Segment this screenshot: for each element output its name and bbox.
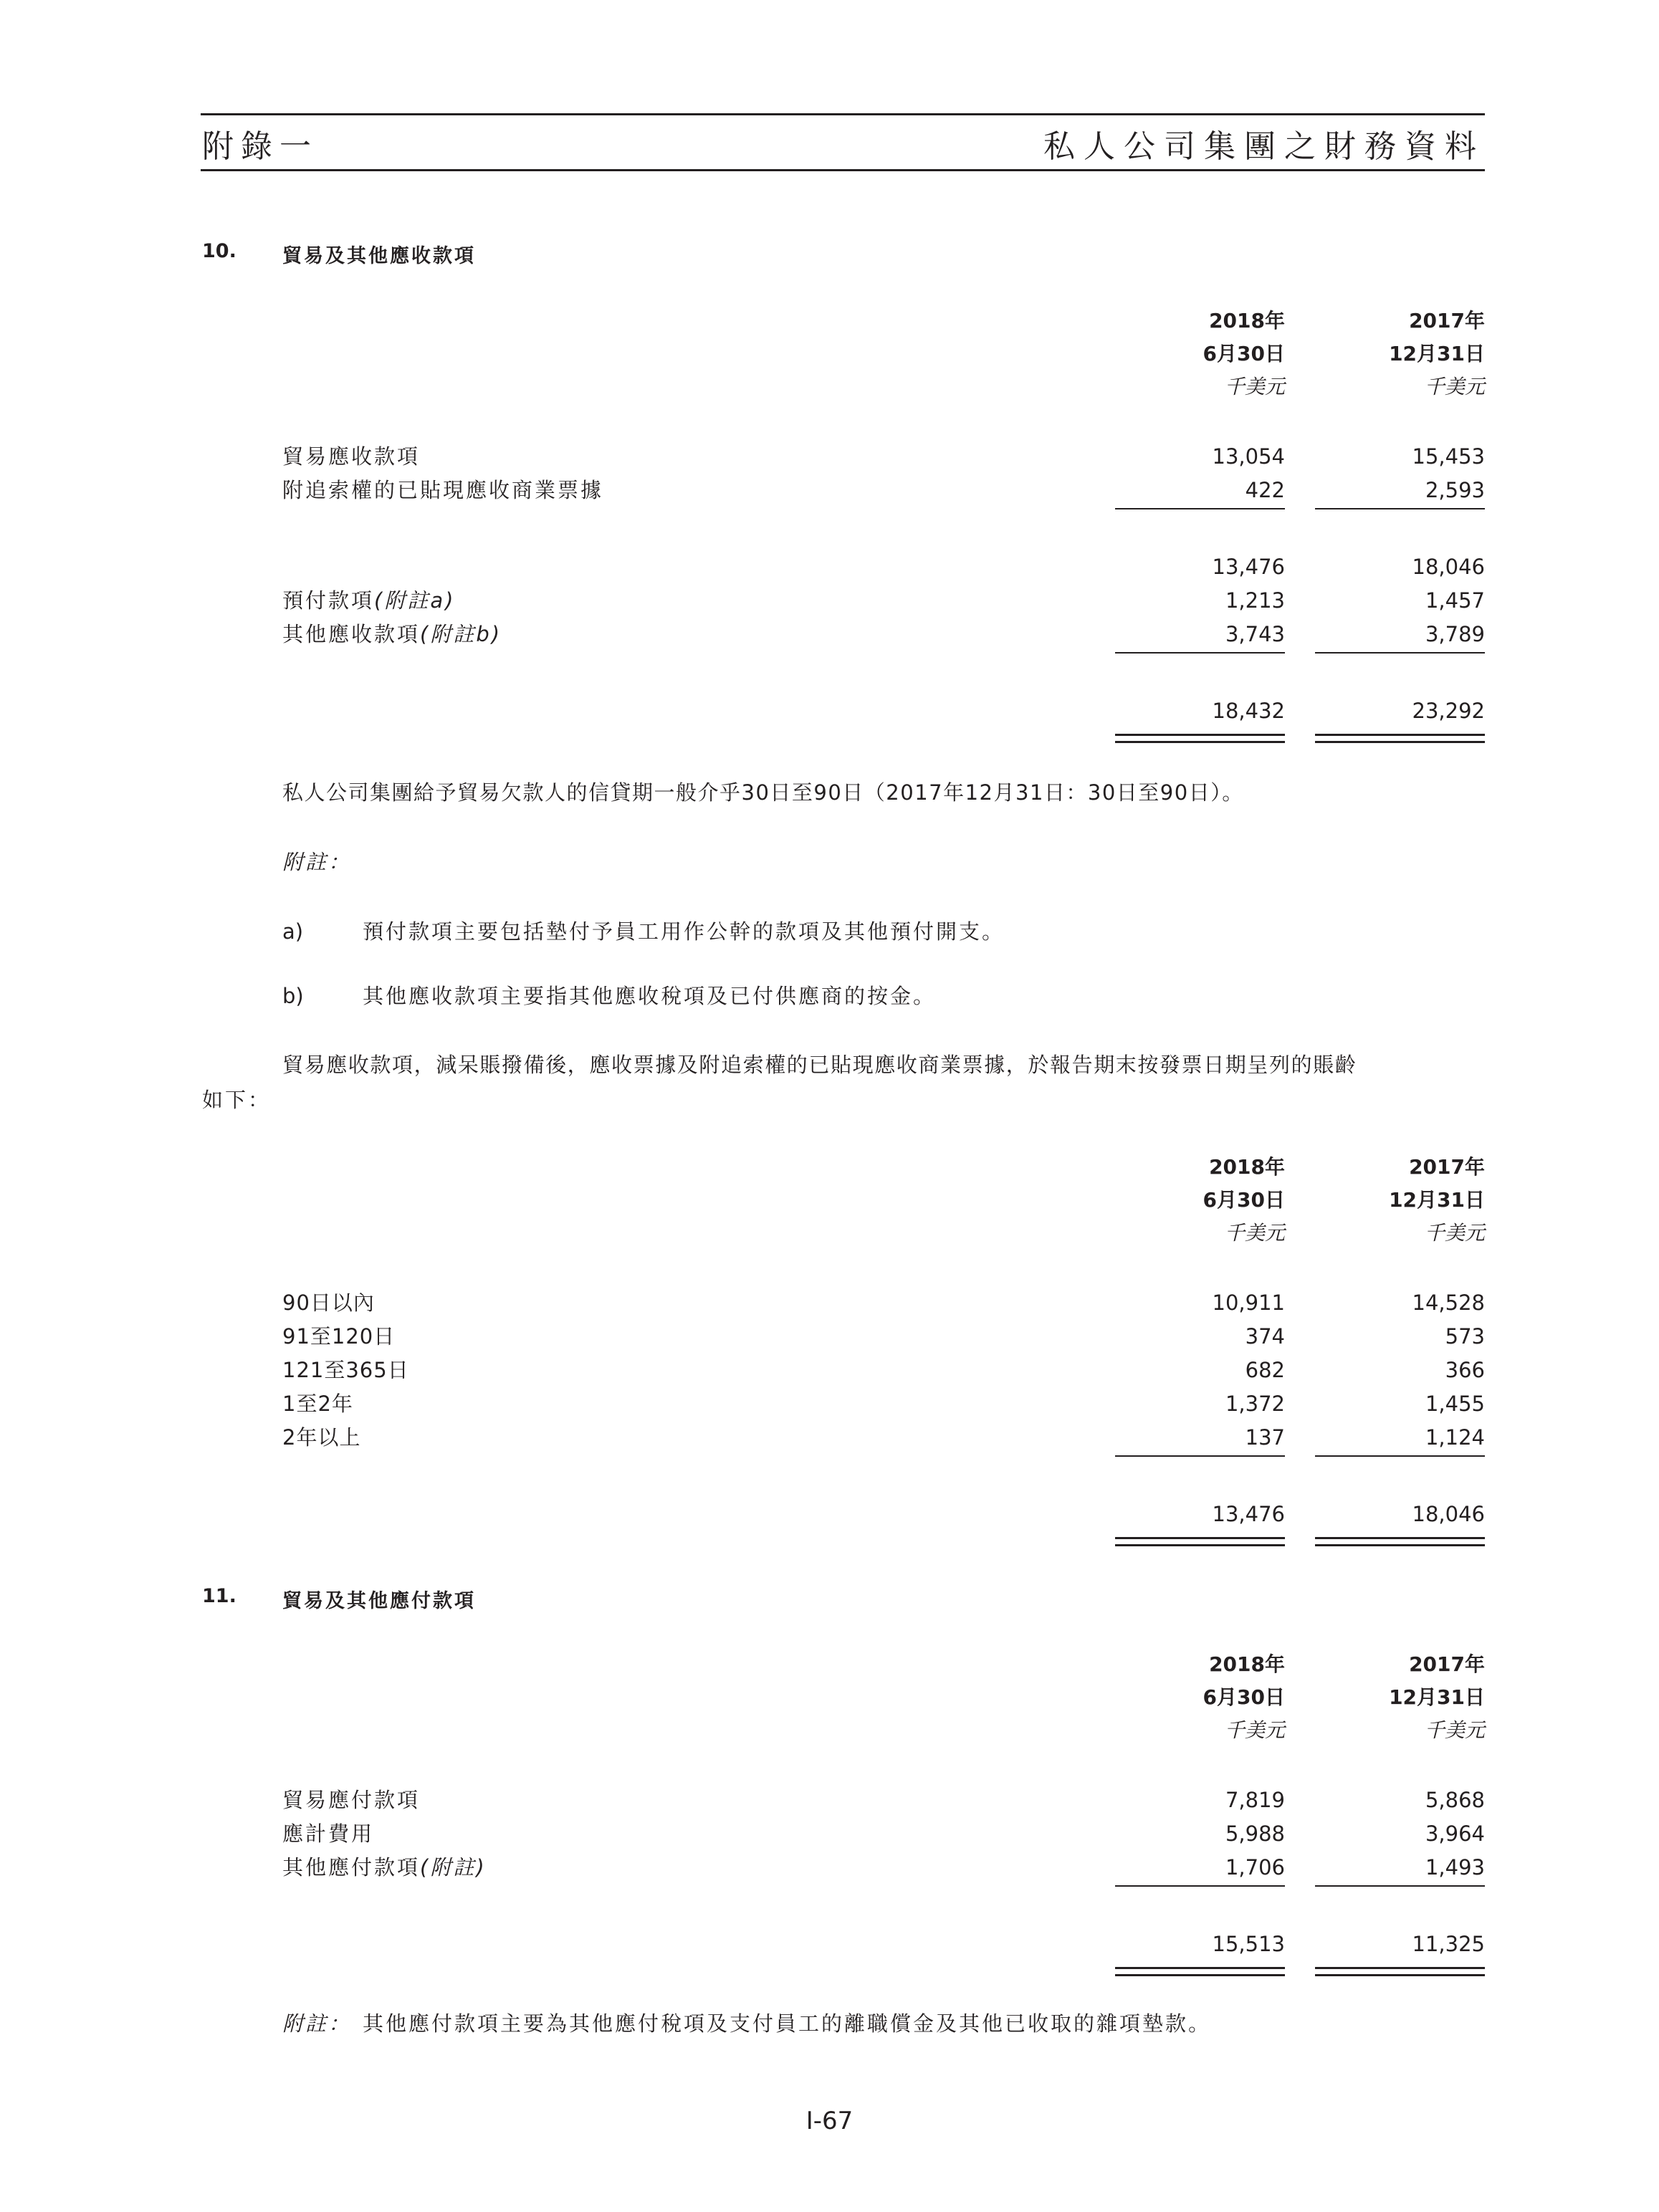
section-11-number: 11. xyxy=(202,1585,236,1607)
payable-row-label xyxy=(282,1851,487,1885)
col-head-2018-date: 6月30日 xyxy=(1203,1188,1285,1212)
credit-period-text: 私人公司集團給予貿易欠款人的信貸期一般介乎30日至90日（2017年12月31日：30日至90日）。 xyxy=(282,780,1244,805)
payable-row-value-2018: 7,819 xyxy=(1225,1788,1285,1812)
row-label-text: 其他應付款項 xyxy=(282,1855,421,1880)
aging-intro-line1: 貿易應收款項，減呆賬撥備後，應收票據及附追索權的已貼現應收商業票據，於報告期末按發票日期呈列的賬齡 xyxy=(282,1053,1357,1077)
aging-row-value-2018: 374 xyxy=(1245,1324,1285,1349)
subtotal-2018: 13,476 xyxy=(1212,555,1285,579)
section-10-number: 10. xyxy=(202,240,236,262)
row-value-2018: 13,054 xyxy=(1212,444,1285,469)
aging-row-value-2018: 137 xyxy=(1245,1425,1285,1450)
section-11-title: 貿易及其他應付款項 xyxy=(282,1590,476,1612)
row-label xyxy=(282,618,502,651)
aging-intro-line2: 如下： xyxy=(202,1088,272,1112)
page-number: I-67 xyxy=(805,2107,854,2135)
note-a-text: 預付款項主要包括墊付予員工用作公幹的款項及其他預付開支。 xyxy=(363,919,1005,944)
header-appendix-label: 附錄一 xyxy=(202,128,318,165)
col-head-2018 xyxy=(1113,305,1285,403)
double-rule-2018-b xyxy=(1115,1544,1285,1546)
col-head-2017-year: 2017年 xyxy=(1409,309,1485,332)
row-value-2017: 3,789 xyxy=(1425,622,1485,646)
payable-note-text: 其他應付款項主要為其他應付稅項及支付員工的離職償金及其他已收取的雜項墊款。 xyxy=(363,2011,1212,2036)
double-rule-2018-a xyxy=(1115,1967,1285,1969)
double-rule-2017-a xyxy=(1315,734,1485,736)
col-head-2017-year: 2017年 xyxy=(1409,1652,1485,1676)
col-head-2017-date: 12月31日 xyxy=(1389,1685,1485,1709)
payable-row-label xyxy=(282,1784,420,1817)
aging-row-value-2017: 14,528 xyxy=(1412,1291,1485,1315)
double-rule-2018-b xyxy=(1115,1974,1285,1976)
aging-row-label: 90日以內 xyxy=(282,1291,375,1315)
note-b-text: 其他應收款項主要指其他應收稅項及已付供應商的按金。 xyxy=(363,984,937,1008)
col-head-2018-year: 2018年 xyxy=(1209,1155,1285,1179)
payable-total-rule-2017 xyxy=(1315,1885,1485,1887)
row-note-ref: (附註b) xyxy=(420,622,502,646)
payable-note-label: 附註： xyxy=(282,2011,352,2036)
section-10-title: 貿易及其他應收款項 xyxy=(282,245,476,267)
header-bottom-rule xyxy=(201,169,1485,171)
payable-row-value-2017: 3,964 xyxy=(1425,1821,1485,1846)
aging-row-value-2018: 682 xyxy=(1245,1358,1285,1382)
row-label: 附追索權的已貼現應收商業票據 xyxy=(282,478,604,502)
row-label-text: 預付款項 xyxy=(282,588,375,613)
double-rule-2017-b xyxy=(1315,1544,1485,1546)
double-rule-2018-a xyxy=(1115,1537,1285,1539)
aging-row-label: 121至365日 xyxy=(282,1358,409,1382)
notes-heading: 附註： xyxy=(282,850,352,874)
col-head-2017-unit: 千美元 xyxy=(1424,375,1485,398)
col-head-2017-unit: 千美元 xyxy=(1424,1221,1485,1245)
row-value-2018: 1,213 xyxy=(1225,588,1285,613)
col-head-2018-year: 2018年 xyxy=(1209,309,1285,332)
col-head-2018-date: 6月30日 xyxy=(1203,342,1285,365)
aging-row-label: 2年以上 xyxy=(282,1425,361,1450)
payable-row-value-2018: 5,988 xyxy=(1225,1821,1285,1846)
col-head-2018 xyxy=(1113,1151,1285,1250)
payable-row-value-2017: 1,493 xyxy=(1425,1855,1485,1880)
col-head-2018-year: 2018年 xyxy=(1209,1652,1285,1676)
header-top-rule xyxy=(201,113,1485,115)
note-a-mark: a) xyxy=(282,919,304,944)
aging-total-rule-2018 xyxy=(1115,1455,1285,1457)
row-label-text: 貿易應付款項 xyxy=(282,1788,421,1812)
subtotal-rule-2018 xyxy=(1115,508,1285,509)
payable-row-label xyxy=(282,1817,374,1851)
payable-total-2018: 15,513 xyxy=(1212,1932,1285,1956)
col-head-2018-unit: 千美元 xyxy=(1224,1221,1285,1245)
double-rule-2017-a xyxy=(1315,1967,1485,1969)
row-label xyxy=(282,584,455,618)
double-rule-2017-b xyxy=(1315,1974,1485,1976)
aging-total-rule-2017 xyxy=(1315,1455,1485,1457)
col-head-2018-unit: 千美元 xyxy=(1224,1718,1285,1742)
aging-row-label: 91至120日 xyxy=(282,1324,396,1349)
double-rule-2018-a xyxy=(1115,734,1285,736)
payable-total-2017: 11,325 xyxy=(1412,1932,1485,1956)
total-2017: 23,292 xyxy=(1412,699,1485,723)
row-value-2018: 3,743 xyxy=(1225,622,1285,646)
total-rule-2017 xyxy=(1315,652,1485,653)
row-label-text: 應計費用 xyxy=(282,1821,375,1846)
double-rule-2017-b xyxy=(1315,741,1485,743)
payable-row-value-2017: 5,868 xyxy=(1425,1788,1485,1812)
col-head-2018-date: 6月30日 xyxy=(1203,1685,1285,1709)
col-head-2017-date: 12月31日 xyxy=(1389,1188,1485,1212)
row-note-ref: (附註a) xyxy=(374,588,456,613)
payable-total-rule-2018 xyxy=(1115,1885,1285,1887)
aging-row-label: 1至2年 xyxy=(282,1392,353,1416)
aging-total-2017: 18,046 xyxy=(1412,1502,1485,1526)
aging-total-2018: 13,476 xyxy=(1212,1502,1285,1526)
total-2018: 18,432 xyxy=(1212,699,1285,723)
row-note-ref: (附註) xyxy=(420,1855,487,1880)
row-value-2017: 2,593 xyxy=(1425,478,1485,502)
double-rule-2018-b xyxy=(1115,741,1285,743)
aging-row-value-2018: 1,372 xyxy=(1225,1392,1285,1416)
col-head-2017-unit: 千美元 xyxy=(1424,1718,1485,1742)
aging-row-value-2017: 573 xyxy=(1445,1324,1485,1349)
subtotal-rule-2017 xyxy=(1315,508,1485,509)
col-head-2018 xyxy=(1113,1648,1285,1747)
payable-row-value-2018: 1,706 xyxy=(1225,1855,1285,1880)
row-value-2017: 1,457 xyxy=(1425,588,1485,613)
aging-row-value-2017: 1,455 xyxy=(1425,1392,1485,1416)
subtotal-2017: 18,046 xyxy=(1412,555,1485,579)
aging-row-value-2017: 1,124 xyxy=(1425,1425,1485,1450)
total-rule-2018 xyxy=(1115,652,1285,653)
header-section-title: 私人公司集團之財務資料 xyxy=(1043,128,1485,165)
note-b-mark: b) xyxy=(282,984,304,1008)
row-label: 貿易應收款項 xyxy=(282,444,421,469)
row-value-2018: 422 xyxy=(1245,478,1285,502)
double-rule-2017-a xyxy=(1315,1537,1485,1539)
col-head-2017-year: 2017年 xyxy=(1409,1155,1485,1179)
col-head-2017 xyxy=(1313,1648,1485,1747)
col-head-2017 xyxy=(1313,305,1485,403)
col-head-2017-date: 12月31日 xyxy=(1389,342,1485,365)
aging-row-value-2017: 366 xyxy=(1445,1358,1485,1382)
col-head-2017 xyxy=(1313,1151,1485,1250)
row-label-text: 其他應收款項 xyxy=(282,622,421,646)
col-head-2018-unit: 千美元 xyxy=(1224,375,1285,398)
aging-row-value-2018: 10,911 xyxy=(1212,1291,1285,1315)
row-value-2017: 15,453 xyxy=(1412,444,1485,469)
